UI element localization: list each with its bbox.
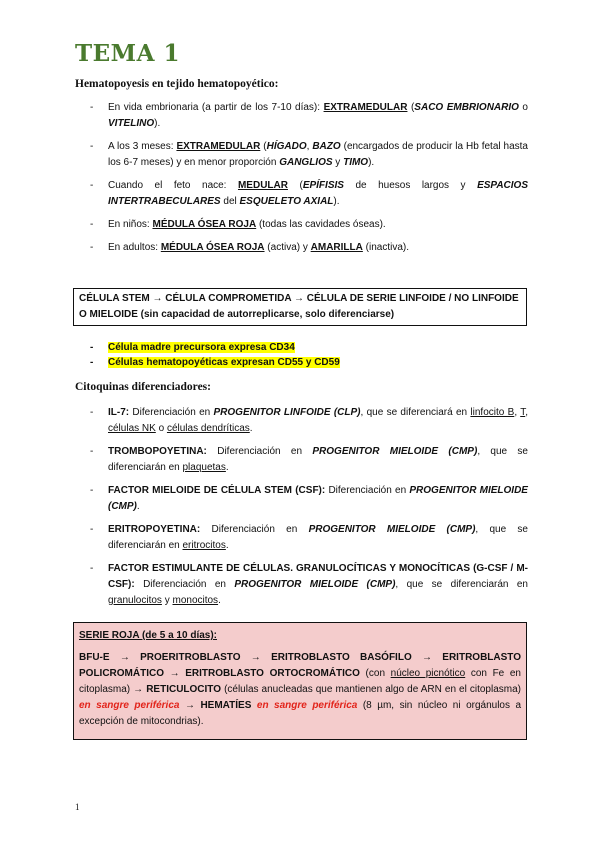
page-number: 1 bbox=[75, 802, 80, 812]
list-item: - Células hematopoyéticas expresan CD55 y CD59 bbox=[88, 355, 340, 370]
list-item: - TROMBOPOYETINA: Diferenciación en PROGENITOR MIELOIDE (CMP), que se diferenciarán en plaquetas. bbox=[88, 444, 528, 476]
list-item: - ERITROPOYETINA: Diferenciación en PROGENITOR MIELOIDE (CMP), que se diferenciarán en eritrocitos. bbox=[88, 522, 528, 554]
list-item: - En adultos: MÉDULA ÓSEA ROJA (activa) y AMARILLA (inactiva). bbox=[88, 240, 528, 256]
highlight-list bbox=[88, 340, 340, 370]
list-item: - FACTOR ESTIMULANTE DE CÉLULAS. GRANULOCÍTICAS Y MONOCÍTICAS (G-CSF / M-CSF): Diferenciación en PROGENITOR MIELOIDE (CMP), que se diferenciarán en granulocitos y monocitos. bbox=[88, 561, 528, 609]
list-item: - IL-7: Diferenciación en PROGENITOR LINFOIDE (CLP), que se diferenciará en linfocito B, T, células NK o células dendríticas. bbox=[88, 405, 528, 437]
list-item: - En vida embrionaria (a partir de los 7-10 días): EXTRAMEDULAR (SACO EMBRIONARIO o VITELINO). bbox=[88, 100, 528, 132]
list-item: - Célula madre precursora expresa CD34 bbox=[88, 340, 340, 355]
serie-roja-heading: SERIE ROJA (de 5 a 10 días): bbox=[79, 630, 218, 641]
lineage-box: CÉLULA STEM → CÉLULA COMPROMETIDA → CÉLULA DE SERIE LINFOIDE / NO LINFOIDE O MIELOIDE (sin capacidad de autorreplicarse, solo diferenciarse) bbox=[73, 288, 527, 326]
list-item: - En niños: MÉDULA ÓSEA ROJA (todas las cavidades óseas). bbox=[88, 217, 528, 233]
citoquinas-list bbox=[88, 405, 528, 616]
serie-roja-box bbox=[73, 622, 527, 740]
list-item: - A los 3 meses: EXTRAMEDULAR (HÍGADO, BAZO (encargados de producir la Hb fetal hasta los 6-7 meses) y en menor proporción GANGLIOS y TIMO). bbox=[88, 139, 528, 171]
hematopoyesis-list bbox=[88, 100, 528, 263]
page-title: TEMA 1 bbox=[75, 40, 180, 67]
list-item: - Cuando el feto nace: MEDULAR (EPÍFISIS de huesos largos y ESPACIOS INTERTRABECULARES del ESQUELETO AXIAL). bbox=[88, 178, 528, 210]
serie-roja-text: BFU-E → PROERITROBLASTO → ERITROBLASTO BASÓFILO → ERITROBLASTO POLICROMÁTICO → ERITROBLASTO ORTOCROMÁTICO (con núcleo picnótico con Fe en citoplasma) → RETICULOCITO (células anucleadas que mantienen algo de ARN en el citoplasma) en sangre periférica → HEMATÍES en sangre periférica (8 µm, sin núcleo ni orgánulos a excepción de mitocondrias). bbox=[79, 652, 522, 727]
citoquinas-heading: Citoquinas diferenciadores: bbox=[75, 381, 211, 393]
list-item: - FACTOR MIELOIDE DE CÉLULA STEM (CSF): Diferenciación en PROGENITOR MIELOIDE (CMP). bbox=[88, 483, 528, 515]
hematopoyesis-heading: Hematopoyesis en tejido hematopoyético: bbox=[75, 78, 279, 90]
